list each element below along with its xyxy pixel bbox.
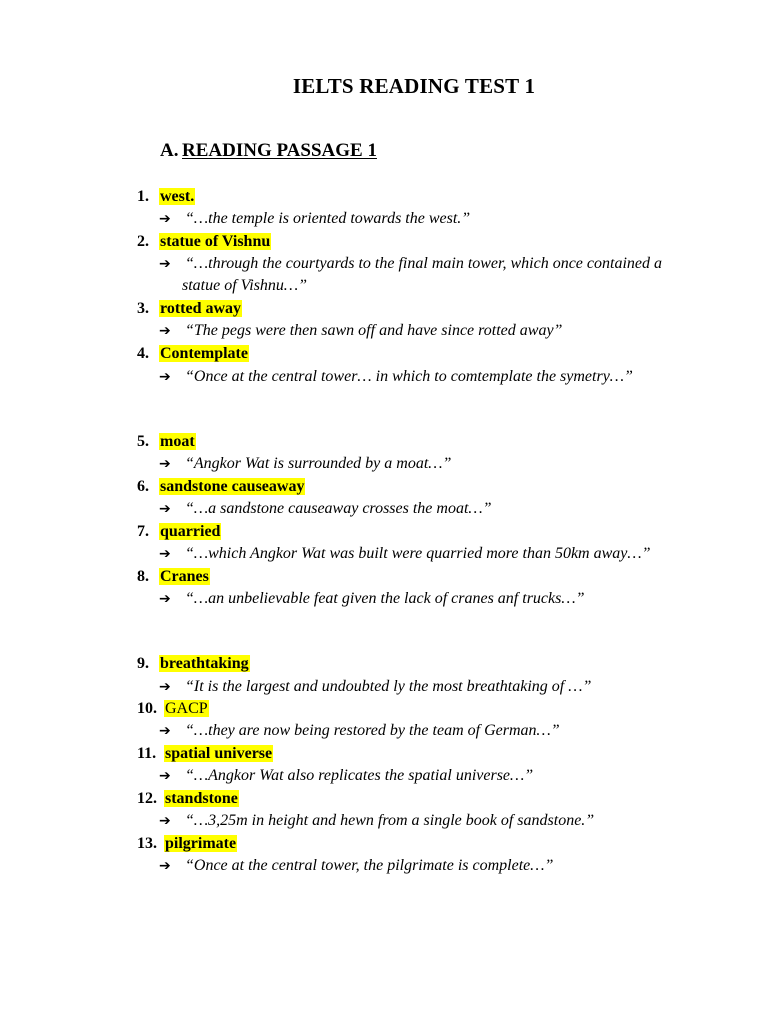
- answer-term-text: pilgrimate: [165, 835, 237, 852]
- answer-number: 13.: [137, 835, 157, 852]
- answer-number: 2.: [137, 233, 149, 250]
- answer-quote-text: “…a sandstone causeaway crosses the moat…”: [185, 500, 492, 517]
- answer-quote-text: “…through the courtyards to the final main tower, which once contained a: [185, 255, 662, 272]
- right-arrow-icon: ➔: [159, 546, 171, 562]
- answer-number: 9.: [137, 655, 149, 672]
- answer-number: 8.: [137, 568, 149, 585]
- section-heading: [160, 140, 377, 162]
- page-title: IELTS READING TEST 1: [292, 74, 536, 98]
- section-letter: A.: [160, 140, 179, 161]
- answer-term: [159, 231, 271, 253]
- answer-term: [159, 566, 210, 588]
- answer-term-text: statue of Vishnu: [160, 233, 271, 250]
- answer-term-text: rotted away: [160, 300, 242, 317]
- right-arrow-icon: ➔: [159, 679, 171, 695]
- answer-quote-text: “It is the largest and undoubted ly the most breathtaking of …”: [185, 678, 592, 695]
- answer-term-text: standstone: [165, 790, 238, 807]
- answer-term-text: quarried: [160, 523, 221, 540]
- right-arrow-icon: ➔: [159, 456, 171, 472]
- right-arrow-icon: ➔: [159, 323, 171, 339]
- answer-term-text: moat: [160, 433, 195, 450]
- answer-number: 1.: [137, 188, 149, 205]
- answer-term: [159, 521, 221, 543]
- answer-term-text: west.: [160, 188, 195, 205]
- answer-term-text: sandstone causeaway: [160, 478, 305, 495]
- answer-term-text: Contemplate: [160, 345, 248, 362]
- answer-number: 11.: [137, 745, 157, 762]
- answer-number: 3.: [137, 300, 149, 317]
- answer-term: [164, 788, 239, 810]
- section-title: READING PASSAGE 1: [182, 140, 377, 161]
- right-arrow-icon: ➔: [159, 211, 171, 227]
- answer-term-text: Cranes: [160, 568, 209, 585]
- answer-term: [159, 343, 249, 365]
- answer-term: [159, 476, 305, 498]
- answer-quote-continuation: statue of Vishnu…”: [182, 277, 308, 294]
- answer-number: 10.: [137, 700, 157, 717]
- answer-quote-text: “Once at the central tower… in which to comtemplate the symetry…”: [185, 368, 633, 385]
- answer-number: 12.: [137, 790, 157, 807]
- answer-term-text: GACP: [165, 700, 208, 717]
- answer-term: [159, 653, 250, 675]
- answer-term: [159, 431, 196, 453]
- answer-term: [159, 186, 195, 208]
- answer-number: 6.: [137, 478, 149, 495]
- answer-quote-text: “…the temple is oriented towards the west.”: [185, 210, 471, 227]
- answer-number: 5.: [137, 433, 149, 450]
- right-arrow-icon: ➔: [159, 768, 171, 784]
- answer-term-text: spatial universe: [165, 745, 273, 762]
- answer-quote-text: “…which Angkor Wat was built were quarried more than 50km away…”: [185, 545, 651, 562]
- answer-quote-text: “Angkor Wat is surrounded by a moat…”: [185, 455, 452, 472]
- answer-number: 4.: [137, 345, 149, 362]
- right-arrow-icon: ➔: [159, 369, 171, 385]
- answer-term: [159, 298, 242, 320]
- answer-quote-text: “…3,25m in height and hewn from a single book of sandstone.”: [185, 812, 595, 829]
- answer-quote-text: “…Angkor Wat also replicates the spatial universe…”: [185, 767, 534, 784]
- right-arrow-icon: ➔: [159, 591, 171, 607]
- right-arrow-icon: ➔: [159, 501, 171, 517]
- answer-quote-text: “Once at the central tower, the pilgrimate is complete…”: [185, 857, 554, 874]
- answer-quote-text: “…they are now being restored by the team of German…”: [185, 722, 560, 739]
- answer-term: [164, 743, 273, 765]
- right-arrow-icon: ➔: [159, 813, 171, 829]
- right-arrow-icon: ➔: [159, 256, 171, 272]
- right-arrow-icon: ➔: [159, 858, 171, 874]
- right-arrow-icon: ➔: [159, 723, 171, 739]
- answer-number: 7.: [137, 523, 149, 540]
- answer-term: [164, 698, 209, 720]
- answer-term-text: breathtaking: [160, 655, 249, 672]
- answer-term: [164, 833, 237, 855]
- answer-quote-text: “The pegs were then sawn off and have since rotted away”: [185, 322, 563, 339]
- answer-quote-text: “…an unbelievable feat given the lack of cranes anf trucks…”: [185, 590, 585, 607]
